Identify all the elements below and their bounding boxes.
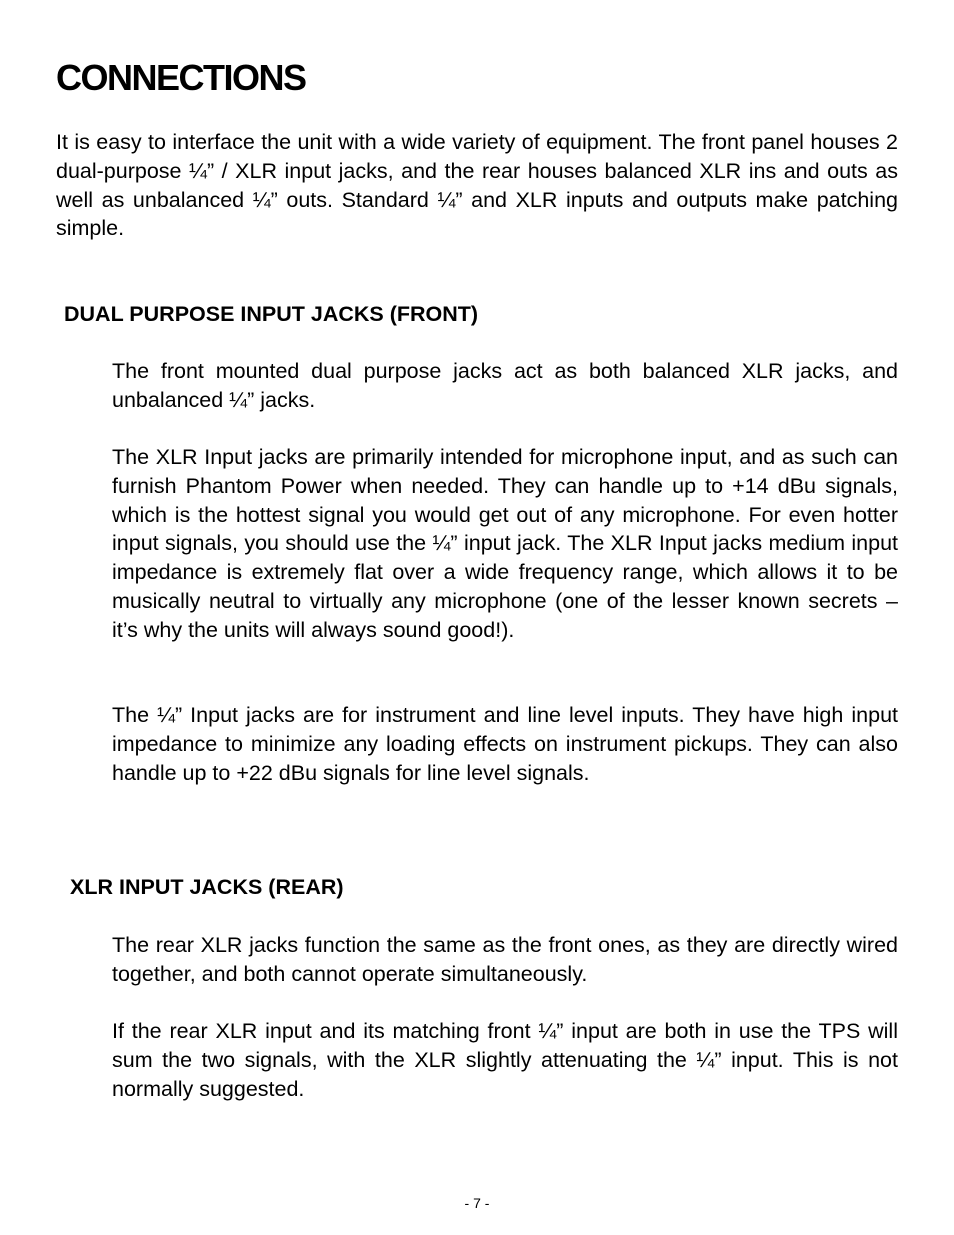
intro-paragraph: It is easy to interface the unit with a wide variety of equipment. The front panel houses 2 dual-purpose ¼” / XLR input jacks, and the rear houses balanced XLR ins and outs as well as unbalanced ¼” outs. Standard ¼” and XLR inputs and outputs make patching simple.	[56, 130, 898, 241]
rear-jacks-paragraph-1: The rear XLR jacks function the same as the front ones, as they are directly wired together, and both cannot operate simultaneously.	[112, 933, 898, 986]
front-jacks-paragraph-1: The front mounted dual purpose jacks act as both balanced XLR jacks, and unbalanced ¼” jacks.	[112, 359, 898, 412]
front-jacks-paragraph-2: The XLR Input jacks are primarily intended for microphone input, and as such can furnish Phantom Power when needed. They can handle up to +14 dBu signals, which is the hottest signal you would get out of any microphone. For even hotter input signals, you should use the ¼” input jack. The XLR Input jacks medium input impedance is extremely flat over a wide frequency range, which allows it to be musically neutral to virtually any microphone (one of the lesser known secrets – it’s why the units will always sound good!).	[112, 445, 898, 642]
page-number: - 7 -	[464, 1195, 490, 1211]
rear-jacks-paragraph-2: If the rear XLR input and its matching front ¼” input are both in use the TPS will sum the two signals, with the XLR slightly attenuating the ¼” input. This is not normally suggested.	[112, 1019, 898, 1101]
page-title: CONNECTIONS	[56, 57, 306, 98]
section-heading-front-input-jacks: DUAL PURPOSE INPUT JACKS (FRONT)	[64, 302, 479, 326]
section-heading-rear-xlr-jacks: XLR INPUT JACKS (REAR)	[70, 875, 344, 899]
front-jacks-paragraph-3: The ¼” Input jacks are for instrument and line level inputs. They have high input impedance to minimize any loading effects on instrument pickups. They can also handle up to +22 dBu signals for line level signals.	[112, 703, 898, 785]
